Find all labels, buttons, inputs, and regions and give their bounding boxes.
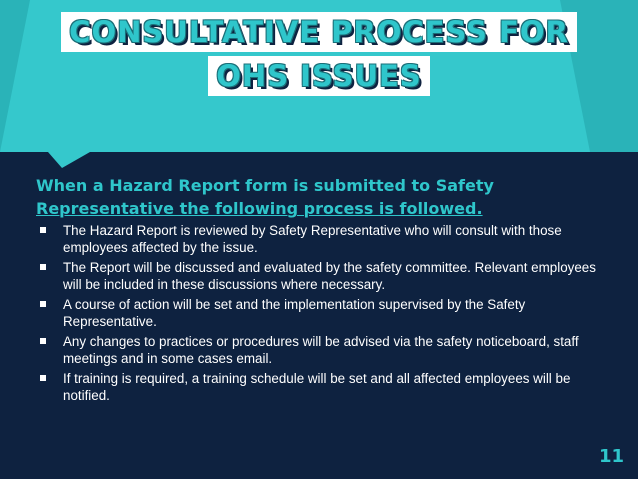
- list-item: [40, 222, 600, 256]
- title-line-2: OHS ISSUES: [208, 56, 429, 96]
- heading-line-2: Representative the following process is followed.: [36, 199, 483, 218]
- list-item-text: A course of action will be set and the implementation supervised by the Safety Representative.: [63, 297, 526, 329]
- section-heading: [36, 174, 556, 220]
- square-bullet-icon: [40, 338, 46, 344]
- square-bullet-icon: [40, 375, 46, 381]
- list-item-text: Any changes to practices or procedures will be advised via the safety noticeboard, staff meetings and in some cases email.: [63, 334, 579, 366]
- title-block: [0, 12, 638, 96]
- list-item-text: If training is required, a training schedule will be set and all affected employees will be notified.: [63, 371, 571, 403]
- list-item: [40, 296, 600, 330]
- process-bullet-list: [40, 222, 600, 407]
- list-item-text: The Report will be discussed and evaluated by the safety committee. Relevant employees will be included in these discussions where necessary.: [63, 260, 596, 292]
- title-line-1: CONSULTATIVE PROCESS FOR: [61, 12, 577, 52]
- list-item-text: The Hazard Report is reviewed by Safety Representative who will consult with those employees affected by the issue.: [63, 223, 562, 255]
- heading-line-1: When a Hazard Report form is submitted to Safety: [36, 176, 494, 195]
- square-bullet-icon: [40, 264, 46, 270]
- square-bullet-icon: [40, 227, 46, 233]
- list-item: [40, 370, 600, 404]
- page-number: 11: [598, 446, 624, 467]
- square-bullet-icon: [40, 301, 46, 307]
- list-item: [40, 333, 600, 367]
- list-item: [40, 259, 600, 293]
